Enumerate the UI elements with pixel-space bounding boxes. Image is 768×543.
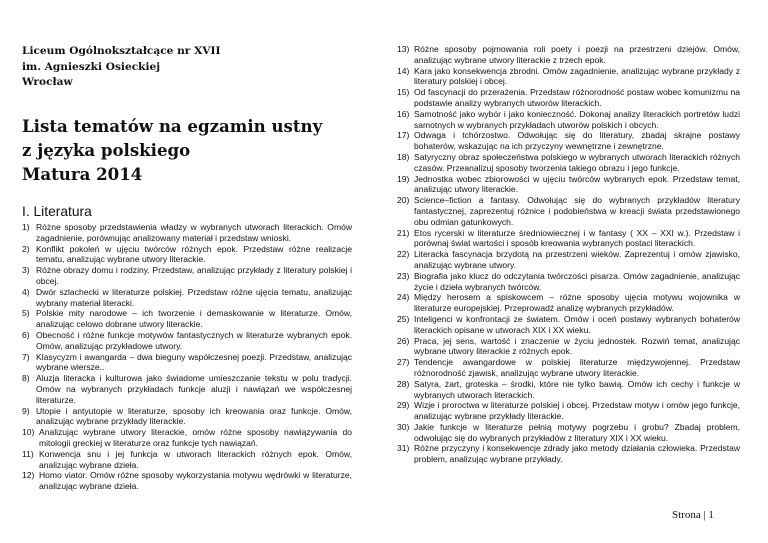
topic-item: [397, 66, 740, 88]
topic-item: [397, 87, 740, 109]
school-name: [22, 44, 352, 91]
topic-item: [22, 222, 352, 244]
topic-number: 10): [22, 427, 35, 438]
topic-item: [22, 330, 352, 352]
document-header: [22, 44, 352, 219]
topic-item: [22, 449, 352, 471]
topic-number: 2): [22, 243, 30, 254]
document-title: [22, 114, 352, 186]
school-line: Liceum Ogólnokształcące nr XVII: [22, 45, 221, 57]
title-line: Lista tematów na egzamin ustny: [22, 115, 323, 136]
topic-number: 29): [397, 400, 410, 411]
topic-number: 24): [397, 292, 410, 303]
topic-text: Obecność i różne funkcje motywów fantastycznych w literaturze wybranych epok. Omów, analizując przykładowe utwory.: [36, 329, 352, 351]
title-line: Matura 2014: [22, 163, 143, 184]
topic-item: [22, 427, 352, 449]
topic-number: 30): [397, 421, 410, 432]
topic-text: Satyra, żart, groteska – środki, które nie tylko bawią. Omów ich cechy i funkcje w wybranych utworach literackich.: [414, 378, 740, 400]
topic-item: [22, 287, 352, 309]
topic-item: [397, 152, 740, 174]
topic-number: 26): [397, 335, 410, 346]
topic-text: Klasycyzm i awangarda – dwa bieguny współczesnej poezji. Przedstaw, analizując wybrane wiersze..: [36, 351, 352, 373]
topic-item: [397, 195, 740, 227]
topic-text: Dwór szlachecki w literaturze polskiej. Przedstaw różne ujęcia tematu, analizując wybrany materiał literacki.: [36, 286, 352, 308]
topic-text: Literacka fascynacja brzydotą na przestrzeni wieków. Zaprezentuj i omów zjawisko, analizując wybrane utwory.: [414, 249, 740, 270]
topic-number: 28): [397, 378, 410, 389]
topic-number: 9): [22, 405, 30, 416]
title-line: z języka polskiego: [22, 139, 191, 160]
topic-number: 23): [397, 270, 410, 281]
topic-number: 27): [397, 357, 410, 368]
topic-number: 15): [397, 87, 410, 98]
school-line: Wrocław: [22, 76, 73, 88]
school-line: im. Agnieszki Osieckiej: [22, 60, 161, 73]
topic-number: 13): [397, 44, 410, 54]
topic-item: [397, 44, 740, 66]
topic-number: 7): [22, 351, 30, 362]
topic-text: Jednostka wobec zbiorowości w ujęciu twórców wybranych epok. Przedstaw temat, analizując utwory literackie.: [414, 173, 740, 195]
topic-item: [397, 314, 740, 336]
topic-item: [397, 174, 740, 196]
topic-number: 11): [22, 448, 34, 459]
topic-number: 8): [22, 373, 30, 384]
topic-list-right: [397, 44, 740, 465]
topic-text: Aluzja literacka i kulturowa jako świadome umieszczanie tekstu w polu tradycji. Omów na wybranych przykładach funkcje aluzji i nawiązań we współczesnej literaturze.: [36, 373, 352, 405]
topic-text: Analizując wybrane utwory literackie, omów różne sposoby nawiązywania do mitologii greckiej w literaturze oraz funkcje tych nawiązań.: [39, 427, 352, 448]
topic-number: 1): [22, 222, 30, 232]
topic-number: 16): [397, 108, 410, 119]
topic-text: Różne sposoby przedstawienia władzy w wybranych utworach literackich. Omów zagadnienie, porównując analizowany materiał i przedstaw wnioski.: [36, 222, 352, 243]
topic-text: Tendencje awangardowe w polskiej literaturze międzywojennej. Przedstaw różnorodność zjawisk, analizując wybrane utwory literackie.: [414, 357, 740, 378]
topic-item: [397, 271, 740, 293]
topic-text: Science–fiction a fantasy. Odwołując się do wybranych przykładów literatury fantastycznej, zaprezentuj różnice i podobieństwa w kreacji świata przedstawionego obu odmian gatunkowych.: [414, 195, 740, 227]
page-number: Strona | 1: [672, 509, 714, 521]
topic-number: 14): [397, 65, 410, 76]
topic-text: Różne przyczyny i konsekwencje zdrady jako metody działania człowieka. Przedstaw problem, analizując wybrane przykłady.: [414, 443, 740, 465]
topic-number: 4): [22, 286, 30, 297]
topic-item: [397, 228, 740, 250]
topic-number: 25): [397, 313, 410, 324]
topic-text: Jakie funkcje w literaturze pełnią motywy pogrzebu i grobu? Zbadaj problem, odwołując się do wybranych przykładów z literatury XIX i XX wieku.: [414, 421, 740, 443]
topic-text: Biografia jako klucz do odczytania twórczości pisarza. Omów zagadnienie, analizując życie i dzieła wybranych twórców.: [414, 270, 740, 292]
topic-number: 5): [22, 308, 30, 319]
topic-item: [22, 265, 352, 287]
topic-number: 20): [397, 195, 410, 206]
topic-number: 12): [22, 470, 35, 481]
topic-text: Inteligenci w konfrontacji ze światem. Omów i oceń postawy wybranych bohaterów literackich opisane w utworach XIX i XX wieku.: [414, 313, 740, 335]
topic-text: Konwencja snu i jej funkcja w utworach literackich różnych epok. Omów, analizując wybrane dzieła.: [39, 448, 352, 470]
topic-item: [22, 406, 352, 428]
topic-text: Różne sposoby pojmowania roli poety i poezji na przestrzeni dziejów. Omów, analizując wybrane utwory literackie z trzech epok.: [414, 44, 740, 65]
topic-number: 18): [397, 151, 410, 162]
topic-text: Między herosem a spiskowcem – różne sposoby ujęcia motywu wojownika w literaturze europejskiej. Przeprowadź analizę wybranych przykładów.: [414, 292, 740, 314]
topic-item: [397, 130, 740, 152]
topic-item: [397, 357, 740, 379]
topic-text: Utopie i antyutopie w literaturze, sposoby ich kreowania oraz funkcje. Omów, analizując wybrane przykłady literackie.: [36, 405, 352, 427]
topic-text: Odwaga i tchórzostwo. Odwołując się do literatury, zbadaj skrajne postawy bohaterów, wskazując na ich przyczyny wewnętrzne i zewnętrzne.: [414, 130, 740, 152]
topic-item: [397, 379, 740, 401]
topic-item: [22, 308, 352, 330]
topic-item: [22, 244, 352, 266]
topic-item: [22, 373, 352, 405]
topic-text: Homo viator. Omów różne sposoby wykorzystania motywu wędrówki w literaturze, analizując wybrane dzieła.: [39, 470, 352, 492]
topic-item: [22, 352, 352, 374]
topic-item: [397, 109, 740, 131]
topic-text: Praca, jej sens, wartość i znaczenie w życiu jednostek. Rozwiń temat, analizując wybrane utwory literackie z różnych epok.: [414, 335, 740, 357]
topic-text: Satyryczny obraz społeczeństwa polskiego w wybranych utworach literackich różnych czasów. Przeanalizuj sposoby tworzenia takiego obrazu i jego funkcje.: [414, 151, 740, 173]
topic-text: Kara jako konsekwencja zbrodni. Omów zagadnienie, analizując wybrane przykłady z literatury polskiej i obcej.: [414, 65, 740, 87]
topic-number: 3): [22, 265, 30, 276]
topic-item: [397, 336, 740, 358]
topic-list-left: [22, 222, 352, 492]
topic-text: Samotność jako wybór i jako konieczność. Dokonaj analizy literackich portretów ludzi samotnych w wybranych przykładach utworów polskich i obcych.: [414, 108, 740, 130]
topic-text: Polskie mity narodowe – ich tworzenie i demaskowanie w literaturze. Omów, analizując celowo dobrane utwory literackie.: [36, 308, 352, 330]
topic-text: Od fascynacji do przerażenia. Przedstaw różnorodność postaw wobec komunizmu na podstawie analizy wybranych utworów literackich.: [414, 87, 740, 108]
topic-item: [397, 249, 740, 271]
topic-number: 21): [397, 227, 410, 238]
topic-number: 31): [397, 443, 410, 454]
topic-number: 19): [397, 173, 410, 184]
topic-item: [397, 443, 740, 465]
topic-text: Wizje i proroctwa w literaturze polskiej i obcej. Przedstaw motyw i omów jego funkcje, analizując wybrane przykłady literackie.: [414, 400, 740, 422]
topic-item: [22, 470, 352, 492]
topic-item: [397, 400, 740, 422]
topic-text: Różne obrazy domu i rodziny. Przedstaw, analizując przykłady z literatury polskiej i obcej.: [36, 265, 352, 286]
topic-number: 17): [397, 130, 410, 141]
topic-text: Konflikt pokoleń w ujęciu twórców różnych epok. Przedstaw różne realizacje tematu, analizując wybrane utwory literackie.: [36, 243, 352, 265]
section-heading: I. Literatura: [22, 203, 92, 219]
topic-text: Etos rycerski w literaturze średniowiecznej i w fantasy ( XX – XXI w.). Przedstaw i porównaj świat wartości i sposób kreowania wybranych postaci literackich.: [414, 227, 740, 249]
topic-number: 22): [397, 249, 410, 260]
topic-item: [397, 292, 740, 314]
topic-item: [397, 422, 740, 444]
topic-number: 6): [22, 329, 30, 340]
